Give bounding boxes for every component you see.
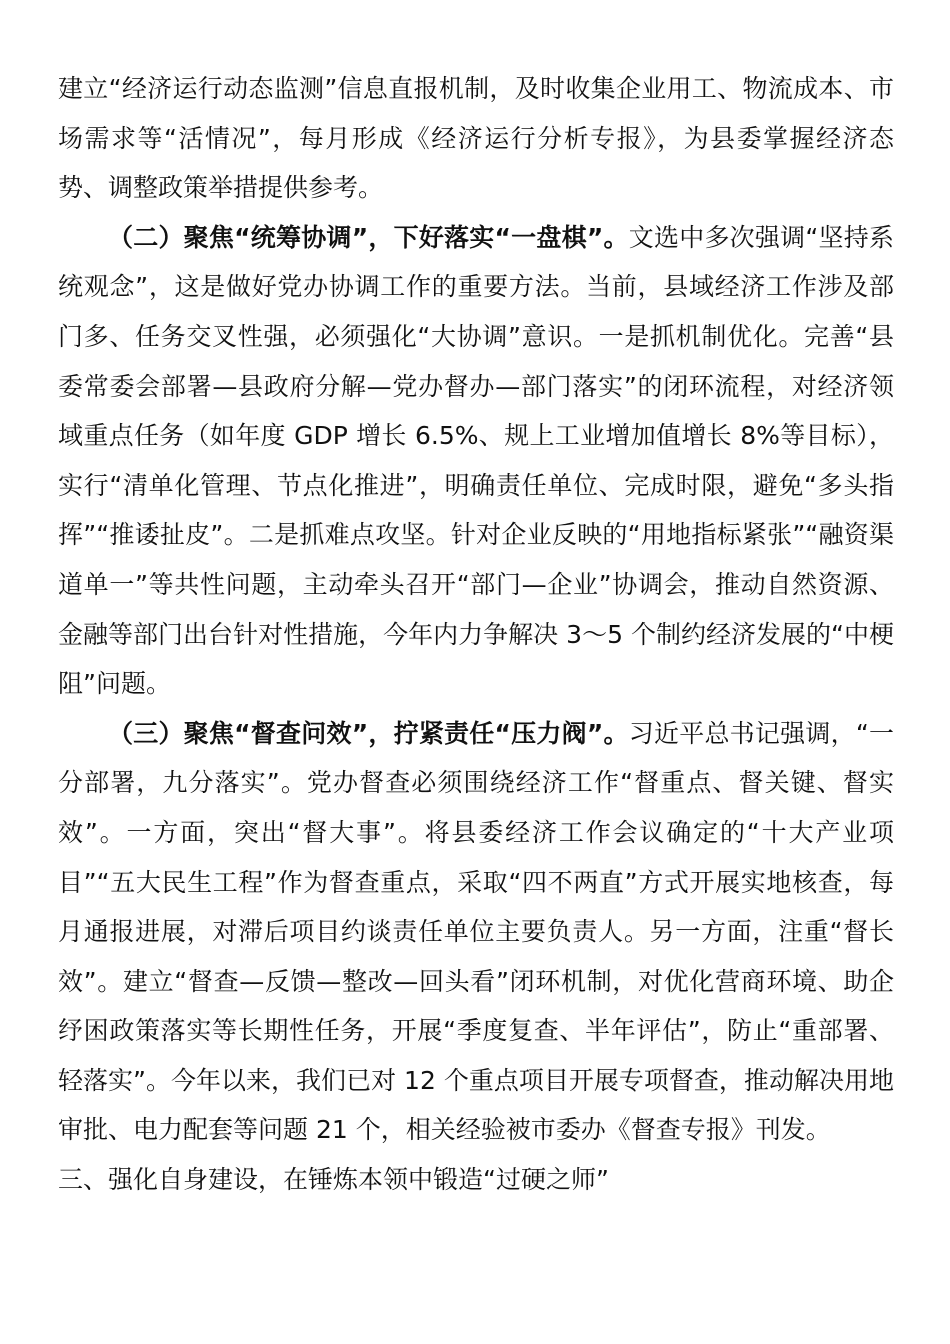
paragraph-intro-text: 建立“经济运行动态监测”信息直报机制，及时收集企业用工、物流成本、市场需求等“活情况”，每月形成《经济运行分析专报》，为县委掌握经济态势、调整政策举措提供参考。 xyxy=(58,74,894,203)
paragraph-coordination xyxy=(58,213,894,709)
paragraph-supervision xyxy=(58,709,894,1155)
paragraph-coordination-heading: （二）聚焦“统筹协调”，下好落实“一盘棋”。 xyxy=(108,222,629,252)
paragraph-supervision-heading: （三）聚焦“督查问效”，拧紧责任“压力阀”。 xyxy=(108,718,629,748)
paragraph-intro xyxy=(58,64,894,213)
paragraph-supervision-text: 习近平总书记强调，“一分部署，九分落实”。党办督查必须围绕经济工作“督重点、督关键、督实效”。一方面，突出“督大事”。将县委经济工作会议确定的“十大产业项目”“五大民生工程”作为督查重点，采取“四不两直”方式开展实地核查，每月通报进展，对滞后项目约谈责任单位主要负责人。另一方面，注重“督长效”。建立“督查—反馈—整改—回头看”闭环机制，对优化营商环境、助企纾困政策落实等长期性任务，开展“季度复查、半年评估”，防止“重部署、轻落实”。今年以来，我们已对 12 个重点项目开展专项督查，推动解决用地审批、电力配套等问题 21 个，相关经验被市委办《督查专报》刊发。 xyxy=(58,718,895,1145)
paragraph-coordination-text: 文选中多次强调“坚持系统观念”，这是做好党办协调工作的重要方法。当前，县域经济工作涉及部门多、任务交叉性强，必须强化“大协调”意识。一是抓机制优化。完善“县委常委会部署—县政府分解—党办督办—部门落实”的闭环流程，对经济领域重点任务（如年度 GDP 增长 6.5%、规上工业增加值增长 8%等目标），实行“清单化管理、节点化推进”，明确责任单位、完成时限，避免“多头指挥”“推诿扯皮”。二是抓难点攻坚。针对企业反映的“用地指标紧张”“融资渠道单一”等共性问题，主动牵头召开“部门—企业”协调会，推动自然资源、金融等部门出台针对性措施，今年内力争解决 3～5 个制约经济发展的“中梗阻”问题。 xyxy=(58,222,895,699)
section-title: 三、强化自身建设，在锤炼本领中锻造“过硬之师” xyxy=(58,1165,609,1195)
document-page xyxy=(58,64,894,1205)
